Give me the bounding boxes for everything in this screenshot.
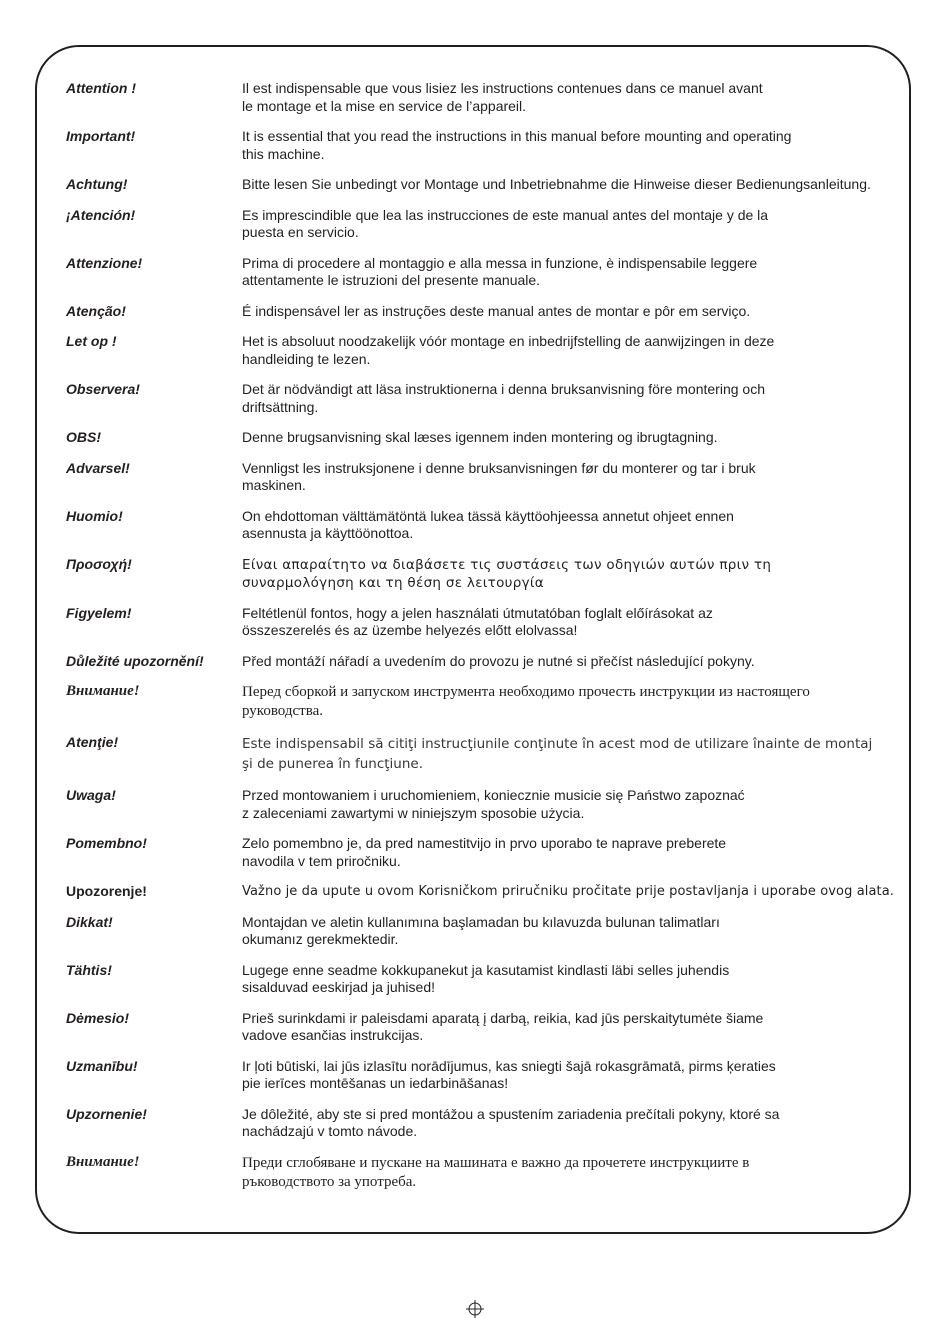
warning-text-tr: Montajdan ve aletin kullanımına başlamadan bu kılavuzda bulunan talimatları okumanız gerekmektedir.	[242, 913, 720, 947]
warning-text-el: Είναι απαραίτητο να διαβάσετε τις συστάσεις των οδηγιών αυτών πριν τη συναρμολόγηση και τη θέση σε λειτουργία	[242, 556, 772, 591]
warning-label-no: Advarsel!	[66, 459, 130, 476]
warning-entry-et	[66, 962, 896, 997]
warning-text-pt: É indispensável ler as instruções deste manual antes de montar e pôr em serviço.	[242, 302, 751, 319]
warning-text-ru: Перед сборкой и запуском инструмента необходимо прочесть инструкции из настоящего руководства.	[242, 684, 810, 719]
warning-label-fr: Attention !	[66, 80, 136, 96]
warning-text-ro: Este indispensabil să citiţi instrucţiunile conţinute în acest mod de utilizare înainte de montaj şi de punerea în funcţiune.	[242, 736, 873, 772]
warning-text-lt: Prieš surinkdami ir paleisdami aparatą į darbą, reikia, kad jūs perskaitytumėte šiame vadove esančias instrukcijas.	[242, 1009, 764, 1043]
warning-text-da: Denne brugsanvisning skal læses igennem inden montering og ibrugtagning.	[242, 429, 718, 445]
warning-entry-en	[66, 128, 896, 163]
warning-list	[66, 80, 896, 1205]
warning-entry-pt	[66, 303, 896, 321]
warning-label-hu: Figyelem!	[66, 604, 132, 621]
warning-text-et: Lugege enne seadme kokkupanekut ja kasutamist kindlasti läbi selles juhendis sisalduvad eeskirjad ja juhised!	[242, 961, 730, 995]
warning-label-en: Important!	[66, 128, 136, 144]
warning-entry-no	[66, 460, 896, 495]
warning-entry-da	[66, 429, 896, 447]
warning-label-tr: Dikkat!	[66, 913, 113, 930]
warning-label-sl: Pomembno!	[66, 835, 147, 851]
warning-label-pt: Atenção!	[66, 302, 126, 319]
warning-label-el: Προσοχή!	[66, 555, 132, 572]
warning-entry-es	[66, 207, 896, 242]
warning-text-nl: Het is absoluut noodzakelijk vóór montage en inbedrijfstelling de aanwijzingen in deze handleiding te lezen.	[242, 333, 775, 367]
warning-text-sv: Det är nödvändigt att läsa instruktionerna i denna bruksanvisning före montering och driftsättning.	[242, 381, 765, 415]
warning-label-ru: Внимание!	[66, 683, 140, 699]
warning-text-es: Es imprescindible que lea las instrucciones de este manual antes del montaje y de la puesta en servicio.	[242, 206, 769, 240]
warning-text-sk: Je dôležité, aby ste si pred montážou a spustením zariadenia prečítali pokyny, ktoré sa nachádzajú v tomto návode.	[242, 1105, 780, 1139]
warning-text-en: It is essential that you read the instructions in this manual before mounting and operating this machine.	[242, 128, 792, 162]
warning-entry-nl	[66, 333, 896, 368]
warning-text-pl: Przed montowaniem i uruchomieniem, koniecznie musicie się Państwo zapoznać z zaleceniami zawartymi w niniejszym sposobie użycia.	[242, 787, 745, 821]
warning-label-es: ¡Atención!	[66, 206, 136, 223]
warning-text-de: Bitte lesen Sie unbedingt vor Montage und Inbetriebnahme die Hinweise dieser Bedienungsanleitung.	[242, 176, 871, 192]
warning-entry-fi	[66, 508, 896, 543]
warning-entry-el	[66, 556, 896, 592]
warning-label-it: Attenzione!	[66, 254, 143, 271]
warning-text-no: Vennligst les instruksjonene i denne bruksanvisningen før du monterer og tar i bruk maskinen.	[242, 459, 756, 493]
warning-label-sk: Upzornenie!	[66, 1105, 147, 1122]
warning-entry-tr	[66, 914, 896, 949]
warning-label-cs: Důležité upozornění!	[66, 652, 204, 669]
warning-label-fi: Huomio!	[66, 507, 123, 524]
warning-entry-ro	[66, 734, 896, 774]
warning-entry-lv	[66, 1058, 896, 1093]
warning-text-bg: Преди сглобяване и пускане на машината е важно да прочетете инструкциите в ръководството за употреба.	[242, 1154, 750, 1190]
warning-entry-bg	[66, 1154, 896, 1192]
warning-label-et: Tähtis!	[66, 961, 112, 978]
warning-label-lt: Dėmesio!	[66, 1009, 130, 1026]
registration-mark-icon	[466, 1300, 484, 1318]
warning-text-fr: Il est indispensable que vous lisiez les instructions contenues dans ce manuel avant le montage et la mise en service de l’appareil.	[242, 80, 763, 114]
warning-label-hr: Upozorenje!	[66, 883, 147, 899]
warning-label-pl: Uwaga!	[66, 787, 116, 803]
warning-entry-pl	[66, 787, 896, 822]
warning-label-sv: Observera!	[66, 381, 140, 397]
warning-label-bg: Внимание!	[66, 1153, 140, 1170]
warning-entry-sl	[66, 835, 896, 870]
warning-label-lv: Uzmanību!	[66, 1057, 138, 1074]
warning-entry-it	[66, 255, 896, 290]
warning-label-da: OBS!	[66, 429, 101, 445]
warning-entry-de	[66, 176, 896, 194]
warning-label-ro: Atenţie!	[66, 734, 119, 750]
warning-entry-hu	[66, 605, 896, 640]
warning-entry-lt	[66, 1010, 896, 1045]
warning-entry-ru	[66, 683, 896, 721]
warning-entry-fr	[66, 80, 896, 115]
warning-text-hu: Feltétlenül fontos, hogy a jelen használati útmutatóban foglalt előírásokat az összeszerelés és az üzembe helyezés előtt elolvassa!	[242, 604, 713, 638]
warning-text-fi: On ehdottoman välttämätöntä lukea tässä käyttöohjeessa annetut ohjeet ennen asennusta ja käyttöönottoa.	[242, 507, 734, 541]
warning-entry-hr	[66, 883, 896, 901]
warning-text-lv: Ir ļoti būtiski, lai jūs izlasītu norādījumus, kas sniegti šajā rokasgrāmatā, pirms ķeraties pie ierīces montēšanas un iedarbināšanas!	[242, 1057, 776, 1091]
warning-text-hr: Važno je da upute u ovom Korisničkom priručniku pročitate prije postavljanja i uporabe ovog alata.	[242, 884, 895, 899]
warning-label-nl: Let op !	[66, 333, 117, 349]
warning-text-sl: Zelo pomembno je, da pred namestitvijo in prvo uporabo te naprave preberete navodila v tem priročniku.	[242, 835, 727, 869]
warning-text-it: Prima di procedere al montaggio e alla messa in funzione, è indispensabile leggere attentamente le istruzioni del presente manuale.	[242, 254, 758, 288]
warning-text-cs: Před montáží nářadí a uvedením do provozu je nutné si přečíst následující pokyny.	[242, 652, 755, 669]
warning-entry-sv	[66, 381, 896, 416]
warning-entry-cs	[66, 653, 896, 671]
warning-label-de: Achtung!	[66, 176, 128, 192]
warning-entry-sk	[66, 1106, 896, 1141]
